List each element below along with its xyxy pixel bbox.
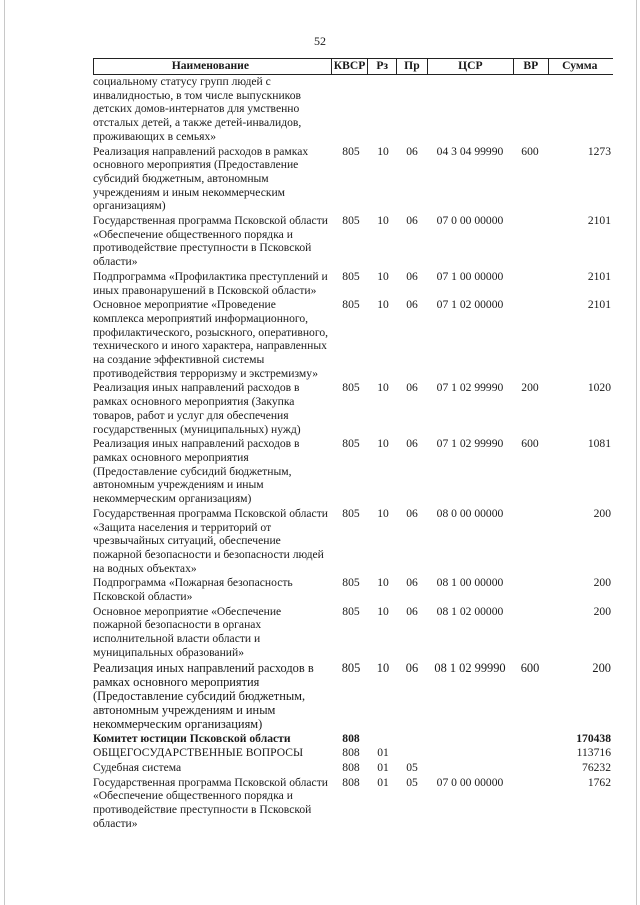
cell-rz: 10 [377, 381, 389, 395]
cell-name: Реализация направлений расходов в рамках основного мероприятия (Предоставление субсидий бюджетным, автономным учреждениям и иным некоммерческим организациям) [93, 144, 309, 213]
cell-pr: 06 [406, 298, 418, 312]
cell-sum: 1020 [587, 381, 611, 395]
table-row [93, 605, 613, 660]
cell-csr: 07 1 02 00000 [436, 298, 504, 312]
cell-name: Комитет юстиции Псковской области [93, 731, 291, 745]
cell-rz: 01 [377, 775, 389, 789]
cell-kvsr: 808 [342, 731, 360, 745]
table-row [93, 298, 613, 380]
cell-sum: 1762 [587, 775, 611, 789]
cell-rz: 10 [377, 506, 389, 520]
table-body [93, 75, 613, 830]
header-sum: Сумма [548, 59, 613, 75]
cell-csr: 08 1 02 99990 [434, 660, 506, 675]
cell-kvsr: 805 [342, 214, 360, 228]
cell-sum: 2101 [587, 269, 611, 283]
cell-rz: 10 [377, 269, 389, 283]
cell-pr: 06 [405, 660, 419, 675]
cell-pr: 06 [406, 144, 418, 158]
cell-sum: 2101 [587, 214, 611, 228]
table-row [93, 576, 613, 603]
cell-pr: 05 [406, 775, 418, 789]
header-rz: Рз [367, 59, 396, 75]
table-row [93, 214, 613, 269]
cell-kvsr: 805 [342, 298, 360, 312]
header-pr: Пр [396, 59, 427, 75]
table-row [93, 661, 613, 731]
cell-sum: 170438 [576, 731, 611, 745]
cell-sum: 1273 [587, 144, 611, 158]
cell-sum: 113716 [576, 746, 611, 760]
cell-rz: 10 [377, 604, 389, 618]
cell-pr: 06 [406, 604, 418, 618]
cell-name: ОБЩЕГОСУДАРСТВЕННЫЕ ВОПРОСЫ [93, 746, 304, 760]
cell-name: Подпрограмма «Пожарная безопасность Псковской области» [93, 576, 293, 604]
cell-sum: 1081 [587, 437, 611, 451]
cell-kvsr: 808 [342, 775, 360, 789]
budget-table [93, 58, 613, 830]
cell-rz: 01 [377, 760, 389, 774]
table-row [93, 381, 613, 436]
cell-pr: 05 [406, 760, 418, 774]
cell-pr: 06 [406, 506, 418, 520]
scan-edge-right [636, 0, 637, 905]
cell-name: Основное мероприятие «Проведение комплекса мероприятий информационного, профилактического, розыскного, оперативного, технического и иного характера, направленных на создание эффективной системы противодействия терроризму и экстремизму» [93, 298, 329, 380]
table-row [93, 776, 613, 831]
cell-kvsr: 805 [342, 381, 360, 395]
cell-vr: 600 [521, 437, 539, 451]
cell-csr: 08 1 00 00000 [436, 576, 504, 590]
cell-csr: 07 1 00 00000 [436, 269, 504, 283]
cell-pr: 06 [406, 214, 418, 228]
cell-sum: 200 [593, 506, 611, 520]
cell-rz: 01 [377, 746, 389, 760]
cell-csr: 07 1 02 99990 [436, 437, 504, 451]
cell-pr: 06 [406, 437, 418, 451]
cell-rz: 10 [377, 576, 389, 590]
header-vr: ВР [513, 59, 548, 75]
cell-kvsr: 805 [342, 576, 360, 590]
cell-name: Реализация иных направлений расходов в рамках основного мероприятия (Закупка товаров, работ и услуг для обеспечения государственных (муниципальных) нужд) [93, 381, 301, 436]
table-row [93, 75, 613, 144]
cell-kvsr: 805 [342, 144, 360, 158]
cell-name: Судебная система [93, 760, 182, 774]
table-row [93, 732, 613, 746]
cell-pr: 06 [406, 576, 418, 590]
cell-kvsr: 805 [342, 604, 360, 618]
cell-kvsr: 805 [342, 269, 360, 283]
cell-name: Государственная программа Псковской области «Обеспечение общественного порядка и противодействие преступности в Псковской области» [93, 775, 328, 830]
cell-sum: 2101 [587, 298, 611, 312]
table-row [93, 270, 613, 297]
cell-csr: 08 1 02 00000 [436, 604, 504, 618]
cell-csr: 07 0 00 00000 [436, 214, 504, 228]
table-row [93, 746, 613, 760]
cell-name: Реализация иных направлений расходов в рамках основного мероприятия (Предоставление субсидий бюджетным, автономным учреждениям и иным некоммерческим организациям) [93, 660, 314, 731]
cell-name: Государственная программа Псковской области «Защита населения и территорий от чрезвычайных ситуаций, обеспечение пожарной безопасности и безопасности людей на водных объектах» [93, 506, 328, 575]
cell-pr: 06 [406, 269, 418, 283]
cell-kvsr: 805 [341, 660, 361, 675]
cell-sum: 200 [593, 604, 611, 618]
cell-vr: 600 [521, 144, 539, 158]
cell-pr: 06 [406, 381, 418, 395]
cell-sum: 200 [593, 576, 611, 590]
cell-csr: 04 3 04 99990 [436, 144, 504, 158]
cell-csr: 07 1 02 99990 [436, 381, 504, 395]
table-header [93, 58, 613, 75]
cell-rz: 10 [377, 298, 389, 312]
cell-rz: 10 [376, 660, 390, 675]
table-row [93, 761, 613, 775]
page-number: 52 [314, 34, 326, 48]
header-csr: ЦСР [427, 59, 513, 75]
header-kvsr: КВСР [331, 59, 368, 75]
cell-kvsr: 808 [342, 760, 360, 774]
table-row [93, 437, 613, 506]
header-name: Наименование [93, 59, 331, 75]
cell-kvsr: 805 [342, 437, 360, 451]
table-row [93, 145, 613, 214]
cell-rz: 10 [377, 214, 389, 228]
cell-sum: 76232 [582, 760, 611, 774]
cell-rz: 10 [377, 437, 389, 451]
cell-vr: 200 [521, 381, 539, 395]
cell-rz: 10 [377, 144, 389, 158]
cell-name: Основное мероприятие «Обеспечение пожарной безопасности в органах исполнительной власти области и муниципальных образований» [93, 604, 282, 659]
cell-name: социальному статусу групп людей с инвалидностью, в том числе выпускников детских домов-интернатов для умственно отсталых детей, а также детей-инвалидов, проживающих в семьях» [93, 75, 302, 143]
cell-name: Подпрограмма «Профилактика преступлений и иных правонарушений в Псковской области» [93, 269, 328, 297]
cell-name: Реализация иных направлений расходов в рамках основного мероприятия (Предоставление субсидий бюджетным, автономным учреждениям и иным некоммерческим организациям) [93, 437, 300, 506]
cell-kvsr: 805 [342, 506, 360, 520]
cell-kvsr: 808 [342, 746, 360, 760]
table-row [93, 507, 613, 576]
cell-csr: 07 0 00 00000 [436, 775, 504, 789]
cell-sum: 200 [592, 660, 611, 675]
cell-name: Государственная программа Псковской области «Обеспечение общественного порядка и противодействие преступности в Псковской области» [93, 214, 328, 269]
scan-edge-left [4, 0, 5, 905]
cell-csr: 08 0 00 00000 [436, 506, 504, 520]
cell-vr: 600 [520, 660, 540, 675]
